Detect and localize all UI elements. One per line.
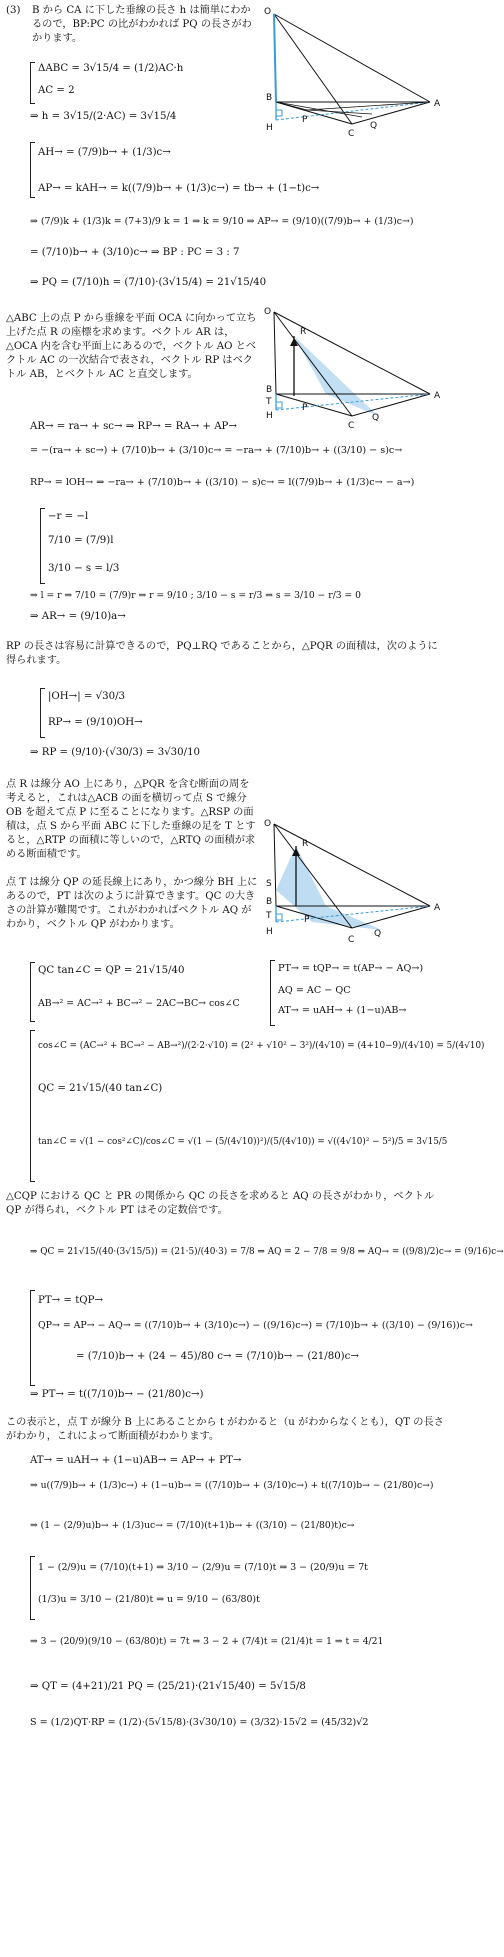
eq-rp-length: ⇒ RP = (9/10)·(√30/3) = 3√30/10 xyxy=(30,747,201,758)
label-a-2: A xyxy=(434,391,441,401)
eq-tan-c: tan∠C = √(1 − cos²∠C)/cos∠C = √(1 − (5/(4√10))²)/(5/(4√10)) = √((4√10)² − 5²)/5 = 3√15/5 xyxy=(38,1137,448,1147)
paragraph-5: 点 T は線分 QP の延長線上にあり，かつ線分 BH 上にあるので，PT は次のように計算できます。QC の大きさの計算が難関です。これがわかればベクトル AQ がわかり，ベクトル QP がわかります。 xyxy=(6,877,258,931)
eq-system-2: 7/10 = (7/9)l xyxy=(48,535,114,546)
label-c-1: C xyxy=(348,129,355,139)
bracket-3 xyxy=(40,508,45,584)
problem-number: (3) xyxy=(6,5,21,16)
eq-u-t-vector: ⇒ u((7/9)b→ + (1/3)c→) + (1−u)b→ = ((7/10)b→ + (3/10)c→) + t((7/10)b→ − (21/80)c→) xyxy=(30,1480,434,1491)
label-b-2: B xyxy=(266,385,273,395)
label-a-3: A xyxy=(434,903,441,913)
label-p-2: P xyxy=(302,403,308,413)
label-q-2: Q xyxy=(372,413,380,423)
bracket-4 xyxy=(40,688,45,738)
eq-cos-c: cos∠C = (AC→² + BC→² − AB→²)/(2·2·√10) = (2² + √10² − 3²)/(4√10) = (4+10−9)/(4√10) = 5/(4√10) xyxy=(38,1041,485,1051)
paragraph-4: 点 R は線分 AO 上にあり，△PQR を含む断面の周を考えると，これは△ACB の面を横切って点 S で線分 OB を超えて点 P に至ることになります。△RSP の面積は，点 S から平面 ABC に下した垂線の足を T とすると，△RTP の面積に等しいので，△RTQ の面積が求める断面積です。 xyxy=(6,779,256,861)
eq-ar: AR→ = ra→ + sc→ ⇒ RP→ = RA→ + AP→ xyxy=(30,421,237,432)
bracket-8 xyxy=(30,1290,35,1386)
label-b-1: B xyxy=(266,93,273,103)
eq-t-solution: ⇒ 3 − (20/9)(9/10 − (63/80)t) = 7t ⇒ 3 − 2 + (7/4)t = (21/4)t = 1 ⇒ t = 4/21 xyxy=(30,1636,384,1647)
eq-area-abc: ΔABC = 3√15/4 = (1/2)AC·h xyxy=(38,63,184,74)
figure-2-pyramid xyxy=(262,306,448,432)
eq-qp-simplified: = (7/10)b→ + (24 − 45)/80 c→ = (7/10)b→ − (21/80)c→ xyxy=(76,1351,359,1362)
eq-b-coef: 1 − (2/9)u = (7/10)(t+1) ⇒ 3/10 − (2/9)u = (7/10)t ⇒ 3 − (20/9)u = 7t xyxy=(38,1562,368,1573)
label-a-1: A xyxy=(434,99,441,109)
eq-law-of-cosines: AB→² = AC→² + BC→² − 2AC→BC→ cos∠C xyxy=(38,998,240,1009)
eq-qc: QC = 21√15/(40 tan∠C) xyxy=(38,1083,163,1094)
eq-qc-tan: QC tan∠C = QP = 21√15/40 xyxy=(38,965,185,976)
figure-3-pyramid xyxy=(262,818,448,946)
label-q-3: Q xyxy=(374,929,382,939)
label-o-1: O xyxy=(264,7,272,17)
bracket-7 xyxy=(30,1030,35,1182)
bracket-1 xyxy=(30,62,35,104)
label-c-3: C xyxy=(348,935,355,945)
eq-at: AT→ = uAH→ + (1−u)AB→ xyxy=(278,1005,407,1016)
label-b-3: B xyxy=(266,897,273,907)
eq-coefficients: ⇒ (1 − (2/9)u)b→ + (1/3)uc→ = (7/10)(t+1)b→ + ((3/10) − (21/80)t)c→ xyxy=(30,1520,355,1531)
paragraph-2: △ABC 上の点 P から垂線を平面 OCA に向かって立ち上げた点 R の座標を求めます。ベクトル AR は，△OCA 内を含む平面上にあるので，ベクトル AO とベクトル AC の一次結合で表され，ベクトル RP はベクトル AB，とベクトル AC と直交します。 xyxy=(6,313,257,381)
intro-paragraph: B から CA に下した垂線の長さ h は簡単にわかるので，BP:PC の比がわかれば PQ の長さがわかります。 xyxy=(32,5,252,45)
eq-system-3: 3/10 − s = l/3 xyxy=(48,563,120,574)
label-t-2: T xyxy=(266,397,272,407)
eq-pt: PT→ = tQP→ = t(AP→ − AQ→) xyxy=(278,963,424,974)
label-o-3: O xyxy=(264,819,272,829)
figure-1-pyramid xyxy=(262,2,448,177)
eq-system-1: −r = −l xyxy=(48,511,89,522)
eq-rp-oh: RP→ = (9/10)OH→ xyxy=(48,717,143,728)
paragraph-7: この表示と，点 T が線分 B 上にあることから t がわかると（u がわからなくとも），QT の長さがわかり，これによって断面積がわかります。 xyxy=(6,1417,444,1443)
bracket-5 xyxy=(30,962,35,1022)
eq-bp-pc: = (7/10)b→ + (3/10)c→ ⇒ BP : PC = 3 : 7 xyxy=(30,247,240,258)
eq-qt: ⇒ QT = (4+21)/21 PQ = (25/21)·(21√15/40) = 5√15/8 xyxy=(30,1681,306,1692)
bracket-2 xyxy=(30,142,35,198)
label-h-3: H xyxy=(266,927,273,937)
bracket-9 xyxy=(30,1556,35,1620)
label-r-3: R xyxy=(302,839,309,849)
eq-rp-expand: = −(ra→ + sc→) + (7/10)b→ + (3/10)c→ = −ra→ + (7/10)b→ + ((3/10) − s)c→ xyxy=(30,445,403,456)
eq-oh-length: |OH→| = √30/3 xyxy=(48,691,126,702)
label-p-3: P xyxy=(304,915,310,925)
eq-c-coef: (1/3)u = 3/10 − (21/80)t ⇒ u = 9/10 − (63/80)t xyxy=(38,1594,260,1605)
eq-ap-vector: AP→ = kAH→ = k((7/9)b→ + (1/3)c→) = tb→ + (1−t)c→ xyxy=(38,183,320,194)
eq-pq: ⇒ PQ = (7/10)h = (7/10)·(3√15/4) = 21√15/40 xyxy=(30,277,267,288)
label-r-2: R xyxy=(300,327,307,337)
paragraph-3: RP の長さは容易に計算できるので，PQ⊥RQ であることから，△PQR の面積は，次のように得られます。 xyxy=(6,641,438,667)
paragraph-6: △CQP における QC と PR の関係から QC の長さを求めると AQ の長さがわかり，ベクトル QP が得られ，ベクトル PT はその定数倍です。 xyxy=(6,1191,435,1217)
eq-rp-loh: RP→ = lOH→ ⇒ −ra→ + (7/10)b→ + ((3/10) − s)c→ = l((7/9)b→ + (1/3)c→ − a→) xyxy=(30,477,415,488)
eq-aq: AQ = AC − QC xyxy=(278,985,351,996)
bracket-6 xyxy=(270,960,275,1026)
eq-pt-result: ⇒ PT→ = t((7/10)b→ − (21/80)c→) xyxy=(30,1389,204,1400)
label-q-1: Q xyxy=(370,121,378,131)
label-h-2: H xyxy=(266,411,273,421)
eq-ar-result: ⇒ AR→ = (9/10)a→ xyxy=(30,611,126,622)
label-h-1: H xyxy=(266,123,273,133)
eq-area-final: S = (1/2)QT·RP = (1/2)·(5√15/8)·(3√30/10) = (3/32)·15√2 = (45/32)√2 xyxy=(30,1717,369,1728)
eq-l-r-s: ⇒ l = r ⇒ 7/10 = (7/9)r ⇒ r = 9/10 ; 3/10 − s = r/3 ⇒ s = 3/10 − r/3 = 0 xyxy=(30,590,362,601)
label-p-1: P xyxy=(302,115,308,125)
eq-k: ⇒ (7/9)k + (1/3)k = (7+3)/9 k = 1 ⇒ k = 9/10 ⇒ AP→ = (9/10)((7/9)b→ + (1/3)c→) xyxy=(30,216,414,227)
label-t-3: T xyxy=(266,911,272,921)
eq-qp: QP→ = AP→ − AQ→ = ((7/10)b→ + (3/10)c→) − ((9/16)c→) = (7/10)b→ + ((3/10) − (9/16))c→ xyxy=(38,1320,473,1331)
eq-pt-tqp: PT→ = tQP→ xyxy=(38,1295,104,1306)
eq-ah-vector: AH→ = (7/9)b→ + (1/3)c→ xyxy=(38,147,171,158)
eq-at-expand: AT→ = uAH→ + (1−u)AB→ = AP→ + PT→ xyxy=(30,1455,242,1466)
label-s-3: S xyxy=(266,879,272,889)
label-c-2: C xyxy=(348,421,355,431)
eq-qc-result: ⇒ QC = 21√15/(40·(3√15/5)) = (21·5)/(40·3) = 7/8 ⇒ AQ = 2 − 7/8 = 9/8 ⇒ AQ→ = ((9/8)/2)c→ = (9/16)c→ xyxy=(30,1247,504,1257)
label-o-2: O xyxy=(264,307,272,317)
eq-ac: AC = 2 xyxy=(38,85,75,96)
eq-h: ⇒ h = 3√15/(2·AC) = 3√15/4 xyxy=(30,111,177,122)
